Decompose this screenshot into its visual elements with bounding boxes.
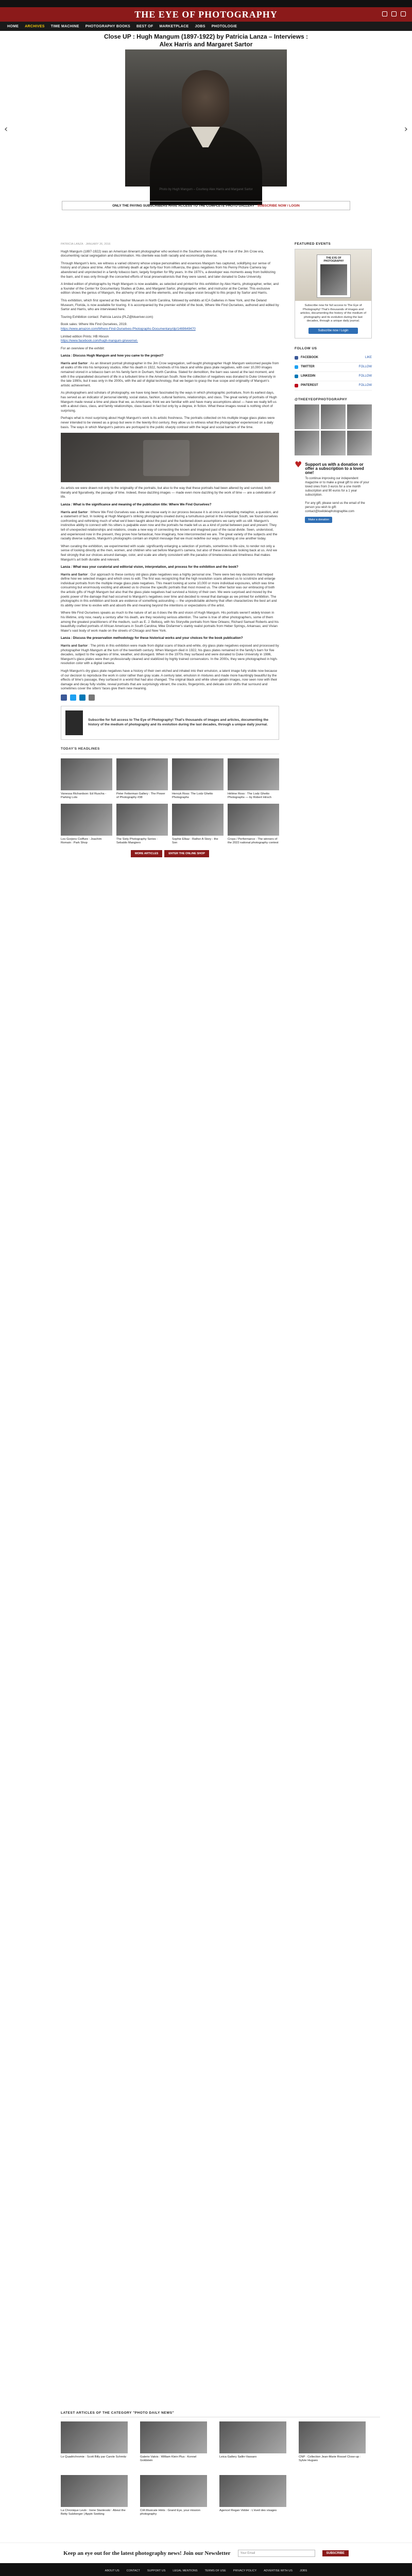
follow-action[interactable]: LIKE bbox=[365, 355, 372, 359]
flag-icon[interactable] bbox=[401, 11, 406, 16]
follow-action[interactable]: FOLLOW bbox=[358, 374, 372, 378]
answer-speaker: Harris and Sartor bbox=[61, 572, 88, 577]
instagram-thumb[interactable] bbox=[295, 431, 319, 455]
article-card-title[interactable]: La Chronique Levin : Irene Stanlevski : About the Betty Sulzberger | Appin Seeking bbox=[61, 2509, 126, 2516]
support-content bbox=[305, 463, 372, 523]
nav-item-home[interactable]: HOME bbox=[7, 24, 19, 28]
follow-title: FOLLOW US bbox=[295, 346, 317, 350]
paragraph: Perhaps what is most surprising about Hugh Mangum's work is its artistic freshness. The portraits collected on his multiple image glass plates were never intended to be viewed as a group but were in the twenty-first century, they allow us to witness what the photographer experienced on a daily basis. The ways in which Mangum's patrons are portrayed to the public sharply contrast with the legal and social barriers of the time. bbox=[61, 416, 275, 429]
follow-label bbox=[295, 356, 318, 360]
limited-link[interactable]: https://www.facebook.com/hugh-mangum-grievernet- bbox=[61, 339, 138, 343]
article-card[interactable] bbox=[172, 758, 224, 800]
article-card-title[interactable]: CNP : Collection Jean-Marie Rossel Close-up : Sylvie Hugues bbox=[299, 2455, 361, 2462]
footer bbox=[0, 2563, 412, 2576]
answer-speaker: Harris and Sartor bbox=[61, 644, 88, 648]
article-card-thumb[interactable] bbox=[172, 758, 224, 790]
article-card-thumb[interactable] bbox=[61, 804, 112, 836]
newsletter-bar bbox=[0, 2543, 412, 2563]
nav-item-time-machine[interactable]: TIME MACHINE bbox=[50, 24, 79, 28]
headlines-buttons bbox=[61, 850, 279, 858]
instagram-thumb[interactable] bbox=[295, 404, 319, 429]
article-card-title[interactable]: Le Quadrichromie : Scott Billy par Carole Schmitz bbox=[61, 2455, 127, 2459]
sidebar bbox=[295, 242, 372, 523]
follow-name: PINTEREST bbox=[301, 384, 318, 387]
heart-icon: ♥ bbox=[295, 459, 302, 469]
newsletter-title: Keep an eye out for the latest photography news! Join our Newsletter bbox=[63, 2550, 231, 2556]
article-card-thumb[interactable] bbox=[172, 804, 224, 836]
article-card[interactable] bbox=[116, 758, 168, 800]
article-card-thumb[interactable] bbox=[228, 758, 279, 790]
footer-link-advertise-with-us[interactable]: ADVERTISE WITH US bbox=[264, 2569, 293, 2572]
paragraph: This exhibition, which first opened at the Nasher Museum in North Carolina, followed by exhibits at ICA Galleries in New York, and the Deland Museum, Florida, is now available for touring. It is accompanied by the premier exhibit of the book, Where We Find Ourselves, authored and edited by Sartor and Harris, who are interviewed here. bbox=[61, 298, 279, 312]
follow-row-pinterest[interactable] bbox=[295, 381, 372, 391]
article-card-title[interactable]: Sophie Elbaz : Rather A Story - the Son bbox=[172, 837, 218, 844]
article-card[interactable] bbox=[219, 2421, 286, 2463]
article-card[interactable] bbox=[299, 2421, 366, 2463]
brand-bar bbox=[0, 7, 412, 22]
support-widget bbox=[295, 459, 372, 523]
magazine-preview bbox=[295, 249, 371, 301]
article-body bbox=[61, 242, 279, 862]
book-sales bbox=[61, 323, 279, 331]
twitter-share-icon[interactable] bbox=[70, 694, 76, 701]
article-card-thumb[interactable] bbox=[116, 758, 168, 790]
online-shop-button[interactable]: ENTER THE ONLINE SHOP bbox=[164, 850, 209, 858]
follow-row-linkedin[interactable] bbox=[295, 372, 372, 381]
chevron-left-icon[interactable]: ‹ bbox=[4, 124, 8, 134]
article-card-title[interactable]: Peter Fetterman Gallery : The Power of Photography #38 bbox=[116, 792, 165, 799]
article-card[interactable] bbox=[228, 804, 279, 845]
content bbox=[0, 31, 412, 2411]
newsletter-subscribe-button[interactable]: SUBSCRIBE bbox=[322, 2550, 349, 2556]
follow-action[interactable]: FOLLOW bbox=[358, 383, 372, 387]
article-card-title[interactable]: CIA Musicale Hints : Grand Eye, your mission photography bbox=[140, 2509, 200, 2516]
follow-name: TWITTER bbox=[301, 365, 315, 368]
answer-text: Our approach to these century old glass plate negatives was a highly personal one. There were two key decisions that helped define how we selected images and which ones to edit. The first was recognizing that the high resolution scans allowed us to scrutinize and enlarge individual portraits from the multiple image glass plate negatives. This meant looking at some 10,000 or more individual exposures, which was time consuming but enormously exciting and allowed us to choose the specific portraits that most moved us. The other factor was our embracing of both the artistic gifts of Hugh Mangum but also that the glass plate negatives had survived a history of their own. We were surprised and moved by the poetic power of the damage that had occurred to Mangum's negatives over time and decided to reveal that damage as we printed for exhibition. The photographs in this exhibition and book are evidence of something astounding — the unpredictable alchemy that often characterizes the best art and its ability over time to evolve with and absorb life and meaning beyond the intentions or expectations of the artist. bbox=[61, 572, 277, 607]
paragraph: Hugh Mangum's dry glass plate negatives have a history of their own etched and inhaled into their emulsion, a latent image fully visible now because of our decision to reproduce the work in color rather than gray scale. A century later, emulsion in mixtures and made more hauntingly beautiful by the effects of time's passage, they surfaced in a world that had also changed. The original black and white silver-gelatin images, now seen now with their damage and decay fully visible, reveal portraits that are surprisingly vibrant; the cracks, fingerprints, and delicate color shifts that surround and sometimes cover the sitters' faces give them new meaning. bbox=[61, 669, 278, 691]
follow-label bbox=[295, 365, 315, 369]
article-card-title[interactable]: Leica Gallery Sallin-Vassaro bbox=[219, 2455, 257, 2459]
follow-row-twitter[interactable] bbox=[295, 363, 372, 372]
article-card-thumb[interactable] bbox=[61, 2475, 128, 2507]
touring-contact: Touring Exhibition contact: Patricia Lanza (PLZ@blueriver.com) bbox=[61, 315, 153, 319]
article-card-title[interactable]: Agencel Regan Vidder : L'éveil des visages bbox=[219, 2509, 277, 2512]
subscribe-login-link[interactable]: SUBSCRIBE NOW / LOGIN bbox=[257, 204, 300, 208]
answer-text: As an itinerant portrait photographer in the Jim Crow segregation, self-taught photographer Hugh Mangum welcomed people from all walks of life into his temporary studios. After his death in 1922, hundreds of his black and white glass plate negatives, with over 10,000 images remained stored in a tobacco barn on his family farm in Durham, North Carolina. Slated for demolition, the barn was saved at the last moment, and with it the unparalleled document of life in a turbulent time in the American South. Now the collection of negatives was donated to Duke University in the late 1990s, but it was only in the 2000s, with the aid of digital technology, that we began to grasp the true scope and originality of Mangum's artistic achievement. bbox=[61, 361, 279, 387]
latest-articles bbox=[61, 2411, 380, 2516]
footer-link-privacy-policy[interactable]: PRIVACY POLICY bbox=[233, 2569, 257, 2572]
instagram-handle[interactable]: @THEEYEOFPHOTOGRAPHY bbox=[295, 397, 348, 401]
book-link[interactable]: https://www.amazon.com/Where-Find-Ourselves-Photographs-Documentary/dp/1469649470 bbox=[61, 327, 196, 331]
footer-link-about-us[interactable]: ABOUT US bbox=[105, 2569, 119, 2572]
magazine-cover-title: THE EYE OF PHOTOGRAPHY bbox=[323, 257, 344, 263]
article-card-thumb[interactable] bbox=[219, 2421, 286, 2453]
paragraph: As photographers and scholars of photography, we have long been fascinated by the ways in which photographic portraiture, from its earliest days, has served as an indicator of personal identity, social status, fashion, cultural fashions, relationships, and class. The great variety of portraits of Hugh Mangum made reveal a time and place that we, as Americans, think we are familiar with and have many assumptions about — have we really left us with a about class, class, and family relationships, class based in fact but only by a degree, in fiction. What these images reveal is nothing short of surprising. bbox=[61, 391, 277, 413]
article-card-title[interactable]: Hélène Ross : The Lodz Ghetto Photographs — by Robert Hirsch bbox=[228, 792, 272, 799]
paragraph: Hugh Mangum (1897-1922) was an American itinerant photographer who worked in the Southern states during the rise of the Jim Crow era, documenting racial segregation and discrimination. His clientele was both racially and economically diverse. bbox=[61, 249, 264, 258]
more-articles-button[interactable]: MORE ARTICLES bbox=[131, 850, 162, 858]
paragraph: Through Mangum's lens, we witness a varied citizenry whose unique personalities and essences Mangum has captured, solidifying our sense of history and of place and time. After his untimely death at age forty-four from influenza, the glass negatives from his Penny Picture Camera lay abandoned and unprotected in a family tobacco barn, largely forgotten for fifty years. In the 1970's, a developer was moments away from bulldozing the barn, and it was only through the concerted efforts of local preservationists that they were saved, and later donated to Duke University. bbox=[61, 261, 276, 279]
article-card-thumb[interactable] bbox=[219, 2475, 286, 2507]
nav-item-jobs[interactable]: JOBS bbox=[195, 24, 205, 28]
header-icons bbox=[382, 11, 406, 16]
instagram-thumb[interactable] bbox=[347, 404, 372, 429]
exhibit-overview: For an overview of the exhibit: bbox=[61, 346, 105, 350]
article-photo bbox=[61, 433, 279, 482]
magazine-thumb bbox=[65, 710, 83, 735]
hero-caption: Photo by Hugh Mangum – Courtesy Alex Harris and Margaret Sartor bbox=[159, 188, 253, 191]
follow-action[interactable]: FOLLOW bbox=[358, 365, 372, 368]
follow-list bbox=[295, 353, 372, 391]
linkedin-share-icon[interactable] bbox=[79, 694, 85, 701]
article-card[interactable] bbox=[61, 2421, 128, 2463]
article-card[interactable] bbox=[116, 804, 168, 845]
follow-label bbox=[295, 375, 315, 378]
answer: Harris and Sartor : Where We Find Ourselves was a title we chose early in our process because it is at once a compelling metaphor, a question, and a statement of fact. In looking at Hugh Mangum's striking photographs created during a tumultuous period in the American South, we found ourselves confronting and rethinking much of what we'd been taught about the past and the hardened-down assumptions we carry with us still. Mangum's instinctive ability to connect with his sitters is palpable even now and the portraits he made tell us as a kind of portal between past and present. They tell of unexpected relationships and relations, create a new way of connecting the known and imagined past of the racial divide. Seen, understood, and experienced now in the present, they prove how fantastical, how imaginary, how interconnected we are. The great variety of the subjects and the racially diverse subjects, Mangum's photographs contain an implicit message that we must redefine our ways of looking at one another today. bbox=[61, 510, 279, 541]
article-card-thumb[interactable] bbox=[140, 2421, 207, 2453]
footer-link-legal-mentions[interactable]: LEGAL MENTIONS bbox=[173, 2569, 198, 2572]
article-card-title[interactable]: Les Gorjons Coiffure : Joachim Romain : Park Shop bbox=[61, 837, 102, 844]
article-card[interactable] bbox=[140, 2475, 207, 2516]
footer-link-jobs[interactable]: JOBS bbox=[299, 2569, 307, 2572]
follow-name: LINKEDIN bbox=[301, 375, 316, 378]
headlines-grid bbox=[61, 758, 279, 845]
subscription-widget bbox=[295, 249, 372, 338]
pinterest-icon bbox=[295, 384, 298, 387]
footer-link-contact[interactable]: CONTACT bbox=[126, 2569, 140, 2572]
follow-name: FACEBOOK bbox=[301, 356, 319, 359]
magazine-cover-image bbox=[320, 264, 347, 295]
facebook-share-icon[interactable] bbox=[61, 694, 67, 701]
answer: Harris and Sartor : As an itinerant portrait photographer in the Jim Crow segregation, self-taught photographer Hugh Mangum welcomed people from all walks of life into his temporary studios. After his death in 1922, hundreds of his black and white glass plate negatives, with over 10,000 images remained stored in a tobacco barn on his family farm in Durham, North Carolina. Slated for demolition, the barn was saved at the last moment, and with it the unparalleled document of life in a turbulent time in the American South. Now the collection of negatives was donated to Duke University in the late 1990s, but it was only in the 2000s, with the aid of digital technology, that we began to grasp the true scope and originality of Mangum's artistic achievement. bbox=[61, 361, 279, 387]
answer-speaker: Harris and Sartor bbox=[61, 361, 88, 365]
instagram-grid bbox=[295, 404, 372, 455]
latest-grid bbox=[61, 2421, 380, 2516]
answer-text: Where We Find Ourselves was a title we chose early in our process because it is at once a compelling metaphor, a question, and a statement of fact. In looking at Hugh Mangum's striking photographs created during a tumultuous period in the American South, we found ourselves confronting and rethinking much of what we'd been taught about the past and the hardened-down assumptions we carry with us still. Mangum's instinctive ability to connect with his sitters is palpable even now and the portraits he made tell us as a kind of portal between past and present. They tell of unexpected relationships and relations, create a new way of connecting the known and imagined past of the racial divide. Seen, understood, and experienced now in the present, they prove how fantastical, how imaginary, how interconnected we are. The great variety of the subjects and the racially diverse subjects, Mangum's photographs contain an implicit message that we must redefine our ways of looking at one another today. bbox=[61, 510, 279, 541]
article-card-title[interactable]: Galerie Valois : William Klein Plus : Konnel Goldstein bbox=[140, 2455, 197, 2462]
article-card-title[interactable]: Henryk Ross: The Lodz Ghetto Photographs bbox=[172, 792, 213, 799]
answer-speaker: Harris and Sartor bbox=[61, 510, 88, 514]
article-card-thumb[interactable] bbox=[61, 758, 112, 790]
answer-text: The prints in this exhibition were made from digital scans of black-and-white, dry glass plate negatives exposed and processed by photographer Hugh Mangum at the turn of the twentieth century. When Mangum died in 1922, his glass plates remained in the family's barn for five decades, subject to the vagaries of time, weather, and disregard. When in the 1970s they surfaced and were donated to Duke University in 1986, Mangum's glass plates were then professionally cleaned and stabilized by highly trained conservators. In the 2000s, they were photographed in high-resolution color with a digital camera. bbox=[61, 644, 279, 666]
paragraph: As artists we were drawn not only to the originality of the portraits, but also to the way that these portraits had been altered by and survived, both literally and figuratively, the passage of time. Indeed, these dazzling images — made even more dazzling by the work of time — are a celebration of life. bbox=[61, 486, 276, 499]
paragraph: When curating the exhibition, we experimented with scale: significantly enlarging a selection of portraits, sometimes to life-size, to render not only a sense of looking directly at the men, women, and children who sat before Mangum's camera, but also of these individuals looking back at us. And we feel strongly that our choices around damage, color, and scale are utterly consistent with the paradox of timelessness and timeliness that makes Mangum's art both durable and relevant. bbox=[61, 544, 278, 562]
page-title: Close UP : Hugh Mangum (1897-1922) by Patricia Lanza – Interviews : Alex Harris and Margaret Sartor bbox=[104, 33, 308, 48]
article-card[interactable] bbox=[228, 758, 279, 800]
article-card-thumb[interactable] bbox=[116, 804, 168, 836]
paragraph: Where We Find Ourselves speaks as much to the nature of art as it does the life and vision of Hugh Mangum. His portraits weren't widely known in his lifetime, only now, nearly a century after his death, are they receiving serious attention. The same is true of other photographers, some of them among the greatest practitioners of the medium, such as E. J. Bellocq, with his Storyville portraits from New Orleans; Richard Samuel Roberts and his beautifully crafted portraits of African Americans in South Carolina; Mike Disfarmer's starkly realist portraits from Heber Springs, Arkansas; and Vivian Maier's vast body of work made on the streets of Chicago and New York. bbox=[61, 611, 279, 633]
site-logo[interactable]: THE EYE OF PHOTOGRAPHY bbox=[134, 9, 278, 20]
article-card[interactable] bbox=[219, 2475, 286, 2516]
main-nav bbox=[0, 22, 412, 31]
nav-item-best-of[interactable]: BEST OF bbox=[136, 24, 153, 28]
follow-label bbox=[295, 384, 318, 387]
search-icon[interactable] bbox=[382, 11, 387, 16]
subscribe-promo-text: Subscribe for full access to The Eye of Photography! That's thousands of images and articles, documenting the history of the medium of photography and its evolution during the last decades, through a unique daily journal. bbox=[88, 718, 269, 726]
magazine-cover bbox=[317, 255, 351, 298]
article-card[interactable] bbox=[61, 804, 112, 845]
featured-events-title: FEATURED EVENTS bbox=[295, 242, 331, 246]
top-strip bbox=[0, 0, 412, 7]
paragraph: A limited edition of photographs by Hugh Mangum is now available, as selected and printed for this exhibition by Alex Harris, photographer, writer, and a founder of the Center for Documentary Studies at Duke, and Margaret Sartor, photographer, writer, and instructor at the Center. This exclusive edition shows the genius of Mangum, the alchemy of time and the elements, and the unique vision brought to this project by Sartor and Harris. bbox=[61, 282, 279, 295]
article-card[interactable] bbox=[61, 2475, 128, 2516]
article-card-thumb[interactable] bbox=[140, 2475, 207, 2507]
support-text: To continue improving our independent magazine or to make a great gift to one of your loved ones from 3 euros for a one month subscription and 90 euros for a 1 year subscription. bbox=[305, 477, 369, 497]
newsletter-email-input[interactable]: Your Email bbox=[238, 2550, 315, 2557]
latest-title: LATEST ARTICLES OF THE CATEGORY "PHOTO DAILY NEWS" bbox=[61, 2411, 380, 2417]
nav-item-photography-books[interactable]: PHOTOGRAPHY BOOKS bbox=[85, 24, 131, 28]
support-email: For any gift, please send us the email of the person you wish to gift: contact@loeildelaphotographie.com bbox=[305, 501, 365, 513]
nav-item-marketplace[interactable]: MARKETPLACE bbox=[159, 24, 189, 28]
instagram-thumb[interactable] bbox=[347, 431, 372, 455]
question: Lanza : Discuss Hugh Mangum and how you came to the project? bbox=[61, 354, 164, 358]
headlines-title: TODAY'S HEADLINES bbox=[61, 747, 279, 754]
limited-text: Limited edition Prints: HB Hixson bbox=[61, 334, 109, 338]
article-meta: PATRICIA LANZA · JANUARY 26, 2016 bbox=[61, 243, 111, 246]
subscribe-promo[interactable] bbox=[61, 706, 279, 740]
twitter-icon bbox=[295, 365, 298, 369]
facebook-icon bbox=[295, 356, 298, 360]
article-card-title[interactable]: Crops / Performance : The winners of the 2022 national photography contest bbox=[228, 837, 279, 844]
instagram-thumb[interactable] bbox=[321, 431, 346, 455]
email-share-icon[interactable] bbox=[89, 694, 95, 701]
limited-edition bbox=[61, 335, 279, 344]
nav-item-archives[interactable]: ARCHIVES bbox=[25, 24, 45, 28]
article-card[interactable] bbox=[140, 2421, 207, 2463]
article-card-thumb[interactable] bbox=[228, 804, 279, 836]
footer-link-support-us[interactable]: SUPPORT US bbox=[147, 2569, 166, 2572]
article-card-thumb[interactable] bbox=[61, 2421, 128, 2453]
book-sales-text: Book sales: Where We Find Ourselves, 2019. bbox=[61, 323, 128, 327]
chevron-right-icon[interactable]: › bbox=[404, 124, 408, 134]
question: Lanza : Discuss the preservation methodology for these historical works and your choices for the book publication? bbox=[61, 636, 243, 640]
subscribe-button[interactable]: Subscribe now / Login bbox=[308, 328, 358, 334]
article-card[interactable] bbox=[172, 804, 224, 845]
article-card[interactable] bbox=[61, 758, 112, 800]
follow-row-facebook[interactable] bbox=[295, 353, 372, 363]
answer: Harris and Sartor : The prints in this exhibition were made from digital scans of black-and-white, dry glass plate negatives exposed and processed by photographer Hugh Mangum at the turn of the twentieth century. When Mangum died in 1922, his glass plates remained in the family's barn for five decades, subject to the vagaries of time, weather, and disregard. When in the 1970s they surfaced and were donated to Duke University in 1986, Mangum's glass plates were then professionally cleaned and stabilized by highly trained conservators. In the 2000s, they were photographed in high-resolution color with a digital camera. bbox=[61, 644, 279, 666]
answer: Harris and Sartor : Our approach to these century old glass plate negatives was a highly personal one. There were two key decisions that helped define how we selected images and which ones to edit. The first was recognizing that the high resolution scans allowed us to scrutinize and enlarge individual portraits from the multiple image glass plate negatives. This meant looking at some 10,000 or more individual exposures, which was time consuming but enormously exciting and allowed us to choose the specific portraits that most moved us. The other factor was our embracing of both the artistic gifts of Hugh Mangum but also that the glass plate negatives had survived a history of their own. We were surprised and moved by the poetic power of the damage that had occurred to Mangum's negatives over time and decided to reveal that damage as we printed for exhibition. The photographs in this exhibition and book are evidence of something astounding — the unpredictable alchemy that often characterizes the best art and its ability over time to evolve with and absorb life and meaning beyond the intentions or expectations of the artist. bbox=[61, 572, 277, 607]
footer-links bbox=[0, 2563, 412, 2572]
support-title: Support us with a donation or offer a subscription to a loved one! bbox=[305, 462, 364, 475]
question: Lanza : What was your curatorial and editorial vision, interpretation, and process for the exhibition and the book? bbox=[61, 565, 238, 569]
paywall-text: ONLY THE PAYING SUBSCRIBERS HAVE ACCESS TO THE COMPLETE PHOTO GALLERY bbox=[112, 204, 254, 208]
instagram-thumb[interactable] bbox=[321, 404, 346, 429]
donate-button[interactable]: Make a donation bbox=[305, 517, 332, 523]
article-card-title[interactable]: The Sixty Photography Series : Sebaldo Mangiero bbox=[116, 837, 158, 844]
question: Lanza : What is the significance and meaning of the publication title: Where We Find Ourselves? bbox=[61, 502, 212, 506]
article-card-title[interactable]: Vanessa Richardson: Ed Ruscha - Parking Lots bbox=[61, 792, 107, 799]
subscription-text: Subscribe now for full access to The Eye of Photography! That's thousands of images and articles, documenting the history of the medium of photography and its evolution during the last decades, through a unique daily journal. bbox=[300, 304, 366, 323]
user-icon[interactable] bbox=[391, 11, 397, 16]
article-card-thumb[interactable] bbox=[299, 2421, 366, 2453]
nav-item-photologie[interactable]: PHOTOLOGIE bbox=[211, 24, 237, 28]
share-buttons bbox=[61, 694, 279, 701]
linkedin-icon bbox=[295, 375, 298, 378]
footer-link-terms-of-use[interactable]: TERMS OF USE bbox=[204, 2569, 226, 2572]
